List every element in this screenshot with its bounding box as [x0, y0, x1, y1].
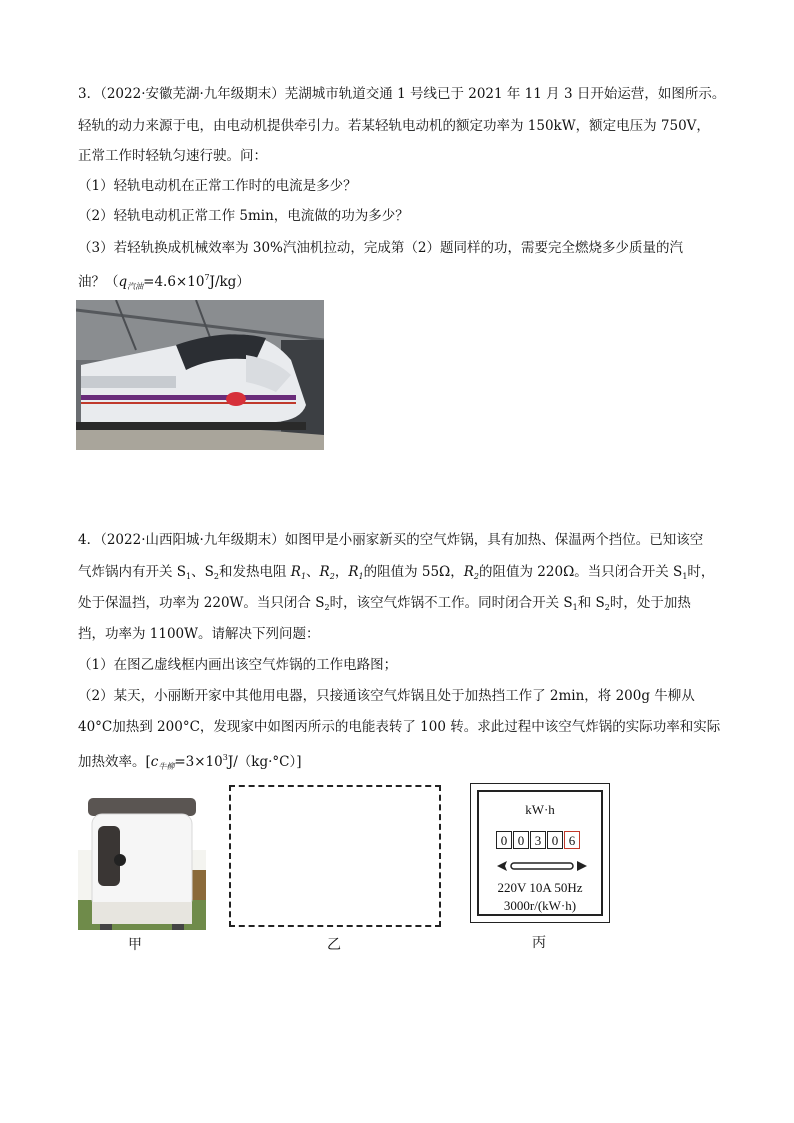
- q3-line-1: 3．（2022·安徽芜湖·九年级期末）芜湖城市轨道交通 1 号线已于 2021 年 11 月 3 日开始运营，如图所示。: [78, 86, 726, 102]
- q4-line-3: 处于保温挡，功率为 220W。当只闭合 $S_2$时，该空气炸锅不工作。同时闭合开关 $S_1$和 $S_2$时，处于加热: [78, 595, 691, 612]
- caption-jia: 甲: [128, 937, 142, 953]
- meter-digit: 0: [496, 831, 512, 849]
- caption-bing: 丙: [532, 935, 546, 951]
- q4-line-5: （1）在图乙虚线框内画出该空气炸锅的工作电路图；: [78, 657, 398, 673]
- meter-constant: 3000r/(kW·h): [503, 898, 577, 913]
- meter-rotor-arrow-icon: [497, 860, 589, 872]
- meter-digit: 3: [530, 831, 546, 849]
- q3-line-7: 油？$(q_{汽油}=4.6\times 10^7J/kg)$: [78, 273, 250, 291]
- q3-line-6: （3）若轻轨换成机械效率为 30%汽油机拉动，完成第（2）题同样的功，需要完全燃烧多少质量的汽: [78, 240, 683, 256]
- meter-digit: 0: [547, 831, 563, 849]
- meter-frame: [477, 790, 603, 916]
- q3-line-4: （1）轻轨电动机在正常工作时的电流是多少？: [78, 178, 357, 194]
- circuit-dashed-box: [229, 785, 441, 927]
- q4-line-4: 挡，功率为 1100W。请解决下列问题：: [78, 626, 320, 642]
- q4-line-1: 4．（2022·山西阳城·九年级期末）如图甲是小丽家新买的空气炸锅，具有加热、保温两个挡位。已知该空: [78, 532, 704, 548]
- meter-digit: 0: [513, 831, 529, 849]
- caption-yi: 乙: [327, 937, 341, 953]
- air-fryer-image: [78, 790, 206, 930]
- q4-line-2: 气炸锅内有开关 $S_1$、$S_2$和发热电阻 $R_1$、$R_2$，$R_1$的阻值为 55Ω，$R_2$的阻值为 220Ω。当只闭合开关 $S_1$时，: [78, 564, 715, 581]
- q3-line-2: 轻轨的动力来源于电，由电动机提供牵引力。若某轻轨电动机的额定功率为 150kW，额定电压为 750V，: [78, 118, 710, 134]
- electricity-meter: [470, 783, 610, 923]
- train-photo: [76, 300, 324, 450]
- meter-digit-red: 6: [564, 831, 580, 849]
- q3-line-5: （2）轻轨电动机正常工作 5min，电流做的功为多少？: [78, 208, 409, 224]
- meter-digits: [496, 831, 581, 849]
- q4-line-7: 40°C加热到 200°C，发现家中如图丙所示的电能表转了 100 转。求此过程中该空气炸锅的实际功率和实际: [78, 719, 721, 735]
- meter-unit: kW·h: [525, 802, 555, 817]
- q4-line-6: （2）某天，小丽断开家中其他用电器，只接通该空气炸锅且处于加热挡工作了 2min，将 200g 牛柳从: [78, 688, 695, 704]
- q3-line-3: 正常工作时轻轨匀速行驶。问：: [78, 148, 267, 164]
- meter-rating: 220V 10A 50Hz: [497, 880, 583, 895]
- q4-line-8: 加热效率。$[c_{牛柳}=3\times 10^3J/(kg\cdot^\circ C)]$: [78, 753, 302, 771]
